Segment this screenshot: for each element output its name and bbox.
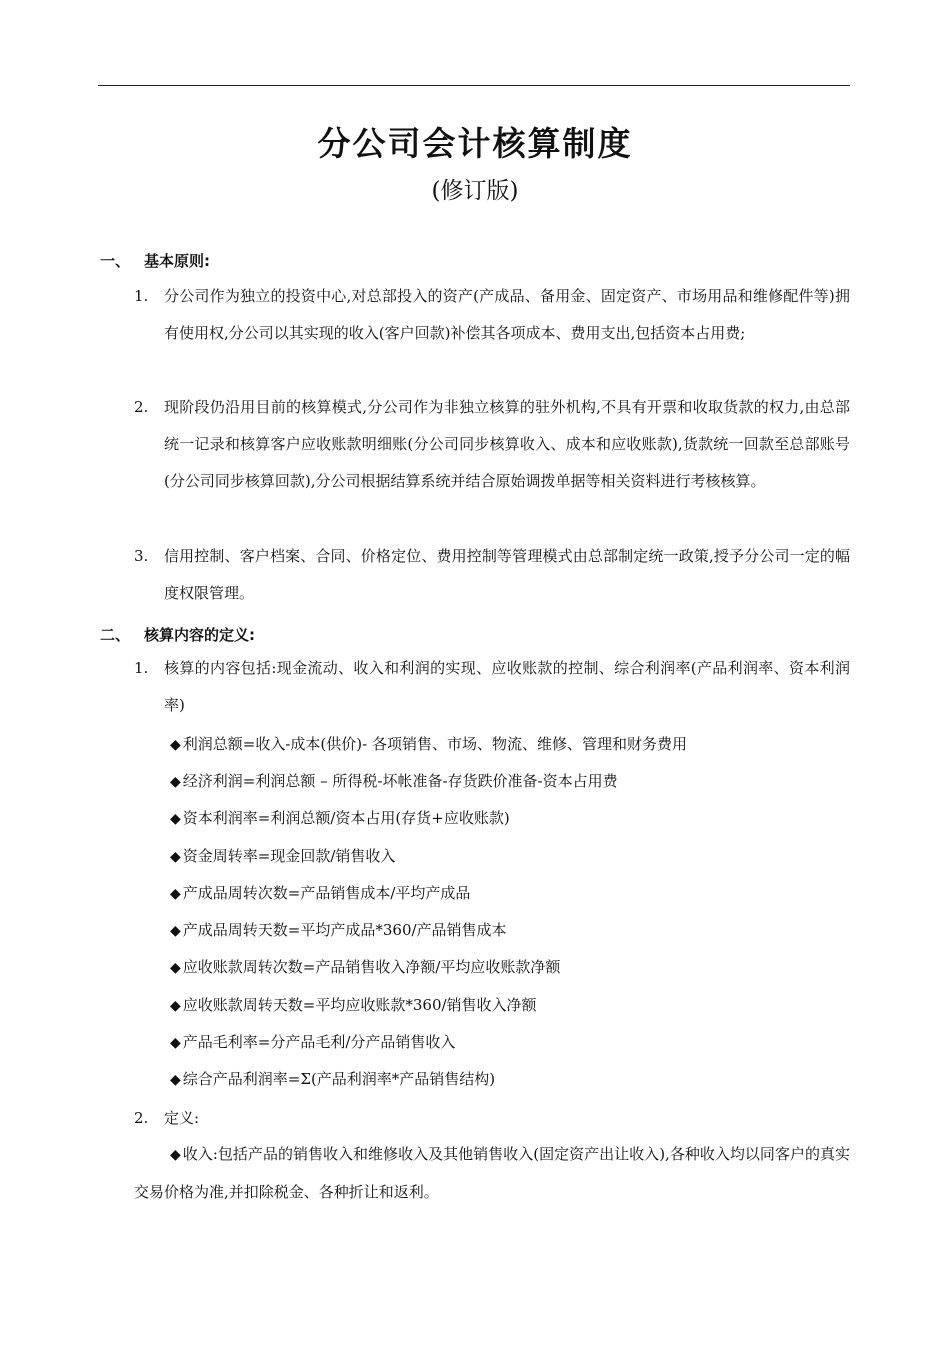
formula-line: ◆ 资本利润率=利润总额/资本占用(存货+应收账款) xyxy=(170,809,510,827)
section-1-item-3 xyxy=(134,538,850,612)
formula-line: ◆ 产成品周转天数=平均产成品*360/产品销售成本 xyxy=(170,921,507,939)
formula-line: ◆ 产品毛利率=分产品毛利/分产品销售收入 xyxy=(170,1033,456,1051)
definition-text: 收入:包括产品的销售收入和维修收入及其他销售收入(固定资产出让收入),各种收入均以同客户的真实交易价格为准,并扣除税金、各种折让和返利。 xyxy=(134,1145,850,1201)
document-title: 分公司会计核算制度 xyxy=(317,124,633,163)
item-number: 1. xyxy=(134,659,149,677)
item-text: 定义: xyxy=(164,1109,200,1127)
section-2-item-1 xyxy=(134,650,850,724)
diamond-bullet-icon: ◆ xyxy=(170,1035,181,1051)
section-1-number: 一、 xyxy=(100,252,131,270)
diamond-bullet-icon: ◆ xyxy=(170,998,181,1014)
item-number: 3. xyxy=(134,547,149,565)
formula-line: ◆ 资金周转率=现金回款/销售收入 xyxy=(170,847,396,865)
item-text: 核算的内容包括:现金流动、收入和利润的实现、应收账款的控制、综合利润率(产品利润率、资本利润率) xyxy=(164,659,850,714)
section-2-item-2 xyxy=(134,1100,850,1137)
section-1-title: 基本原则: xyxy=(144,252,210,270)
formula-line: ◆ 应收账款周转天数=平均应收账款*360/销售收入净额 xyxy=(170,996,537,1014)
formula-line: ◆ 综合产品利润率=Σ(产品利润率*产品销售结构) xyxy=(170,1070,496,1088)
diamond-bullet-icon: ◆ xyxy=(170,923,181,939)
item-number: 2. xyxy=(134,1109,149,1127)
diamond-bullet-icon: ◆ xyxy=(170,849,181,865)
section-2-title: 核算内容的定义: xyxy=(144,626,255,644)
formula-line: ◆ 经济利润=利润总额 – 所得税-坏帐准备-存货跌价准备-资本占用费 xyxy=(170,772,618,790)
diamond-bullet-icon: ◆ xyxy=(170,737,181,753)
formula-line: ◆ 利润总额=收入-成本(供价)- 各项销售、市场、物流、维修、管理和财务费用 xyxy=(170,735,687,753)
diamond-bullet-icon: ◆ xyxy=(170,811,181,827)
formula-line: ◆ 产成品周转次数=产品销售成本/平均产成品 xyxy=(170,884,471,902)
item-text: 现阶段仍沿用目前的核算模式,分公司作为非独立核算的驻外机构,不具有开票和收取货款的权力,由总部统一记录和核算客户应收账款明细账(分公司同步核算收入、成本和应收账款),货款统一回款至总部账号(分公司同步核算回款),分公司根据结算系统并结合原始调拨单据等相关资料进行考核核算。 xyxy=(164,398,850,490)
section-2-heading xyxy=(100,624,255,645)
document-subtitle: (修订版) xyxy=(431,178,519,204)
diamond-bullet-icon: ◆ xyxy=(170,1072,181,1088)
item-text: 信用控制、客户档案、合同、价格定位、费用控制等管理模式由总部制定统一政策,授予分公司一定的幅度权限管理。 xyxy=(164,547,850,602)
diamond-bullet-icon: ◆ xyxy=(170,960,181,976)
section-2-number: 二、 xyxy=(100,626,131,644)
diamond-bullet-icon: ◆ xyxy=(170,1147,181,1163)
item-number: 2. xyxy=(134,398,149,416)
diamond-bullet-icon: ◆ xyxy=(170,886,181,902)
item-number: 1. xyxy=(134,287,149,305)
section-1-item-1 xyxy=(134,278,850,352)
diamond-bullet-icon: ◆ xyxy=(170,774,181,790)
section-1-heading xyxy=(100,250,210,271)
section-1-item-2 xyxy=(134,389,850,500)
formula-line: ◆ 应收账款周转次数=产品销售收入净额/平均应收账款净额 xyxy=(170,958,561,976)
header-rule xyxy=(98,85,850,86)
item-text: 分公司作为独立的投资中心,对总部投入的资产(产成品、备用金、固定资产、市场用品和维修配件等)拥有使用权,分公司以其实现的收入(客户回款)补偿其各项成本、费用支出,包括资本占用费; xyxy=(164,287,850,342)
definition-paragraph xyxy=(134,1136,850,1211)
